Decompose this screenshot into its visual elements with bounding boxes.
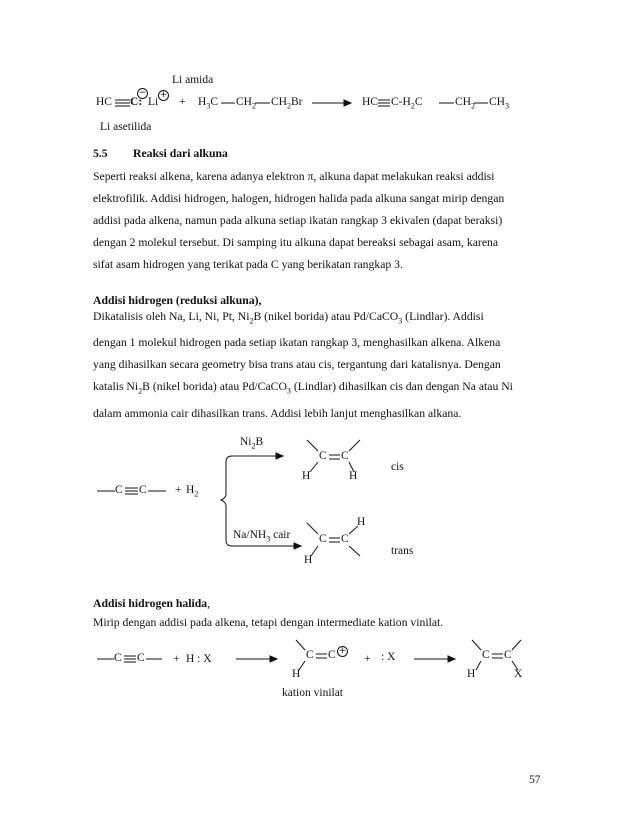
paragraph-line: Dikatalisis oleh Na, Li, Ni, Pt, $Ni_2B$ (nikel borida) atau Pd/CaCO$_3$ (Lindlar). Addisi — [93, 310, 484, 326]
cis-bond-c1-upper — [307, 440, 318, 451]
cation-h: H — [292, 668, 301, 680]
reaction-brace — [221, 456, 232, 546]
halide-text: Mirip dengan addisi pada alkena, tetapi dengan intermediate kation vinilat. — [93, 616, 444, 629]
paragraph-line: katalis $Ni_2B$ (nikel borida) atau Pd/CaCO$_3$ (Lindlar) dihasilkan cis dan dengan Na atau Ni — [93, 380, 513, 396]
intro-line: Seperti reaksi alkena, karena adanya elektron π, alkuna dapat melakukan reaksi addisi — [93, 170, 495, 183]
product-ch3-label: $CH_3$ — [489, 96, 509, 111]
plus-sign: + — [175, 484, 182, 496]
alkyne-c2: C — [139, 484, 147, 496]
cis-double-bond — [329, 455, 340, 459]
trans-label: trans — [391, 545, 414, 557]
product-h: H — [467, 668, 476, 680]
cation-double-bond — [316, 654, 327, 658]
trans-c1: C — [319, 533, 327, 545]
product-ch2b-label: $CH_2$ — [455, 96, 475, 111]
cis-c1: C — [319, 450, 327, 462]
plus-sign: + — [173, 653, 180, 665]
li-amida-label: Li amida — [172, 74, 214, 86]
product-ch2-label: $C-H_2C$ — [391, 96, 423, 111]
h2-label: $H_2$ — [186, 484, 199, 499]
negative-charge-icon: − — [138, 88, 147, 98]
cis-bond-c2-upper — [349, 440, 360, 451]
intro-line: addisi pada alkena, namun pada alkuna setiap ikatan rangkap 3 ekivalen (dapat beraksi) — [93, 214, 503, 227]
hc-label: HC — [96, 96, 112, 108]
section-title: Reaksi dari alkuna — [133, 147, 228, 160]
product-hc-label: HC — [362, 96, 378, 108]
alkyne-c1: C — [114, 652, 122, 664]
plus-sign: + — [179, 96, 186, 108]
hydrogen-addition-paragraph — [93, 306, 545, 425]
halide-heading: Addisi hidrogen halida, — [93, 597, 211, 610]
trans-bond-c2-lower — [349, 546, 360, 556]
reaction-arrow-3a — [236, 656, 277, 662]
product-bond-c1-h — [476, 661, 481, 670]
cation-c2: C — [328, 649, 336, 661]
trans-bond-c1-upper — [307, 523, 318, 534]
paragraph-line: yang dihasilkan secara geometry bisa trans atau cis, tergantung dari katalisnya. Dengan — [93, 358, 501, 372]
carbanion-c-label: C: — [130, 96, 143, 108]
triple-bond-2 — [125, 488, 138, 494]
cis-c2: C — [341, 450, 349, 462]
li-label: Li — [148, 96, 159, 108]
alkyne-c1: C — [115, 484, 123, 496]
product-c2: C — [504, 649, 512, 661]
ch2-label: $CH_2$ — [236, 96, 256, 111]
hydrogen-addition-heading: Addisi hidrogen (reduksi alkuna), — [93, 294, 262, 307]
reaction-arrow-1 — [312, 100, 351, 106]
product-x: X — [514, 668, 523, 680]
catalyst-cis: $Ni_2B$ — [240, 436, 264, 451]
paragraph-line: dengan 1 molekul hidrogen pada setiap ikatan rangkap 3, menghasilkan alkena. Alkena — [93, 336, 501, 350]
h3c-label: $H_3C$ — [198, 96, 218, 111]
product-double-bond — [492, 654, 503, 658]
intro-line: sifat asam hidrogen yang terikat pada C yang berikatan rangkap 3. — [93, 258, 403, 271]
reaction-arrow-trans — [232, 543, 301, 549]
product-bond-c2-upper — [512, 640, 521, 650]
triple-bond-product — [378, 100, 390, 106]
trans-h-top: H — [357, 516, 366, 528]
x-ion-label: : X — [381, 651, 396, 663]
reaction-arrow-3b — [414, 656, 455, 662]
cis-bond-c1-h — [310, 462, 318, 472]
ch2br-label: $CH_2Br$ — [271, 96, 303, 111]
kation-vinilat-label: kation vinilat — [282, 687, 344, 699]
triple-bond-3 — [124, 656, 136, 662]
product-c1: C — [482, 649, 490, 661]
cation-bond-c1-upper — [296, 640, 305, 650]
paragraph-line: dalam ammonia cair dihasilkan trans. Addisi lebih lanjut menghasilkan alkana. — [93, 406, 462, 420]
product-bond-c1-upper — [472, 640, 481, 650]
li-asetilida-label: Li asetilida — [100, 121, 152, 133]
plus-sign-2: + — [364, 653, 371, 665]
intro-paragraph — [93, 166, 545, 276]
cis-label: cis — [391, 461, 404, 473]
page-number: 57 — [529, 774, 541, 786]
trans-double-bond — [329, 538, 340, 542]
hx-label: H : X — [186, 653, 212, 665]
catalyst-trans: $Na/NH_3$ cair — [233, 529, 291, 544]
reaction-arrow-cis — [232, 453, 283, 459]
intro-line: dengan 2 molekul tersebut. Di samping itu alkuna dapat bereaksi sebagai asam, karena — [93, 236, 499, 249]
section-number: 5.5 — [93, 147, 108, 160]
cis-h2: H — [349, 470, 358, 482]
intro-line: elektrofilik. Addisi hidrogen, halogen, hidrogen halida pada alkuna sangat mirip dengan — [93, 192, 505, 205]
positive-charge-icon: + — [159, 90, 168, 100]
trans-c2: C — [341, 533, 349, 545]
trans-h-bottom: H — [304, 554, 313, 566]
alkyne-c2: C — [137, 652, 145, 664]
triple-bond-1 — [115, 100, 130, 106]
positive-charge-icon: + — [338, 646, 347, 656]
cis-h1: H — [302, 470, 311, 482]
cation-c1: C — [306, 649, 314, 661]
